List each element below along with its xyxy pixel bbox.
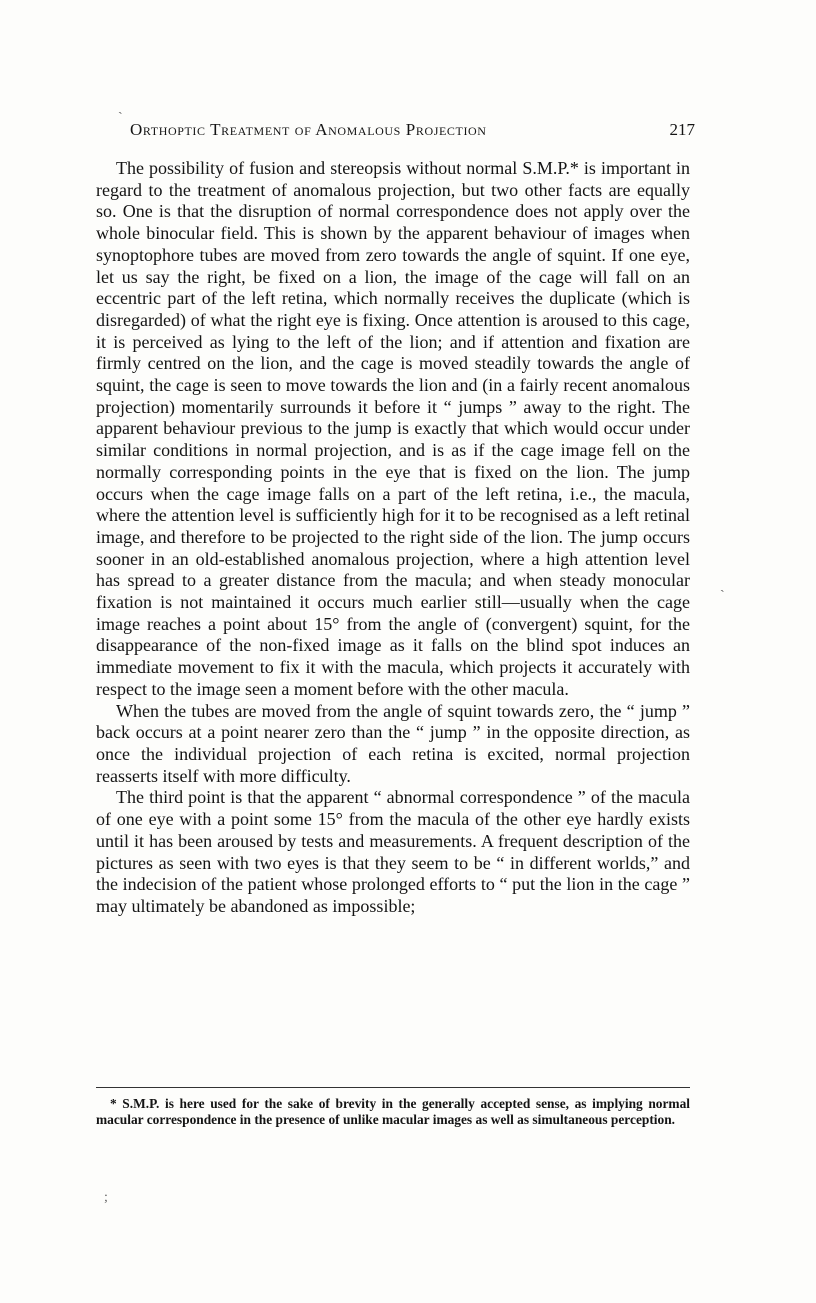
page-speck-mark: ;: [104, 1190, 108, 1205]
paragraph: The possibility of fusion and stereopsis without normal S.M.P.* is important in regard to the treatment of anomalous projection, but two other facts are equally so. One is that the disruption of normal correspondence does not apply over the whole binocular field. This is shown by the apparent behaviour of images when synoptophore tubes are moved from zero towards the angle of squint. If one eye, let us say the right, be fixed on a lion, the image of the cage will fall on an eccentric part of the left retina, which normally receives the duplicate (which is disregarded) of what the right eye is fixing. Once attention is aroused to this cage, it is perceived as lying to the left of the lion; and if attention and fixation are firmly centred on the lion, and the cage is moved steadily towards the angle of squint, the cage is seen to move towards the lion and (in a fairly recent anomalous projection) momentarily surrounds it before it “ jumps ” away to the right. The apparent behaviour previous to the jump is exactly that which would occur under similar conditions in normal projection, and is as if the cage image fell on the normally corresponding points in the eye that is fixed on the lion. The jump occurs when the cage image falls on a part of the left retina, i.e., the macula, where the attention level is sufficiently high for it to be recognised as a left retinal image, and therefore to be projected to the right side of the lion. The jump occurs sooner in an old-established anomalous projection, where a high attention level has spread to a greater distance from the macula; and when steady monocular fixation is not maintained it occurs much earlier still—usually when the cage image reaches a point about 15° from the angle of (convergent) squint, for the disappearance of the non-fixed image as it falls on the blind spot induces an immediate movement to fix it with the macula, which projects it accurately with respect to the image seen a moment before with the other macula.: [96, 158, 690, 699]
footnote-divider: [96, 1087, 690, 1088]
footnote: [96, 1096, 690, 1128]
page-number: 217: [669, 120, 695, 139]
paragraph: When the tubes are moved from the angle of squint towards zero, the “ jump ” back occurs at a point nearer zero than the “ jump ” in the opposite direction, as once the individual projection of each retina is excited, normal projection reasserts itself with more difficulty.: [96, 700, 690, 786]
paragraph: The third point is that the apparent “ abnormal correspondence ” of the macula of one eye with a point some 15° from the macula of the other eye hardly exists until it has been aroused by tests and measurements. A frequent description of the pictures as seen with two eyes is that they seem to be “ in different worlds,” and the indecision of the patient whose prolonged efforts to “ put the lion in the cage ” may ultimately be abandoned as impossible;: [96, 787, 690, 916]
running-header: [130, 120, 695, 140]
body-text: [96, 158, 690, 918]
running-title: Orthoptic Treatment of Anomalous Projection: [130, 120, 487, 139]
page-speck-mark: ˎ: [118, 100, 123, 115]
footnote-text: * S.M.P. is here used for the sake of brevity in the generally accepted sense, as implying normal macular correspondence in the presence of unlike macular images as well as simultaneous perception.: [96, 1096, 690, 1127]
margin-pencil-mark: ˏ: [720, 578, 725, 593]
